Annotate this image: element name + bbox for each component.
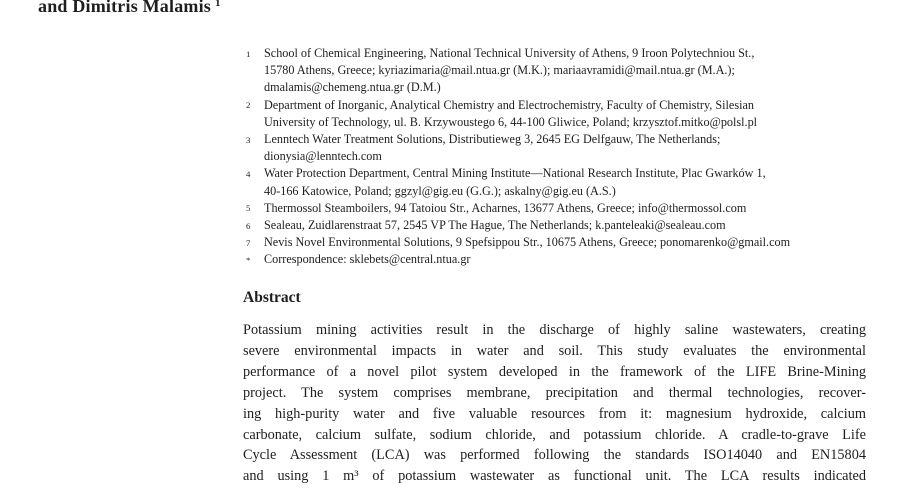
affiliation-entry-correspondence [246, 251, 856, 268]
affiliation-marker: 7 [246, 237, 251, 248]
affiliation-line: Nevis Novel Environmental Solutions, 9 Spefsippou Str., 10675 Athens, Greece; ponomarenko@gmail.com [264, 235, 791, 250]
affiliation-line: University of Technology, ul. B. Krzywoustego 6, 44-100 Gliwice, Poland; krzysztof.mitko@polsl.pl [264, 114, 758, 129]
affiliation-marker: 6 [246, 220, 251, 231]
affiliation-line: Thermossol Steamboilers, 94 Tatoiou Str., Acharnes, 13677 Athens, Greece; info@thermossol.com [264, 200, 747, 215]
affiliation-line: School of Chemical Engineering, National Technical University of Athens, 9 Iroon Polytechniou St., [264, 46, 755, 60]
affiliation-marker: 2 [246, 100, 251, 111]
affiliation-entry-3 [246, 131, 856, 165]
affiliation-line: dmalamis@chemeng.ntua.gr (D.M.) [264, 80, 441, 95]
affiliation-entry-5 [246, 200, 856, 217]
abstract-line: performance of a novel pilot system developed in the framework of the LIFE Brine-Mining [243, 363, 866, 380]
abstract-line: severe environmental impacts in water and soil. This study evaluates the environmental [243, 342, 866, 359]
affiliation-marker: 3 [246, 134, 251, 145]
affiliation-marker: 5 [246, 203, 251, 214]
abstract-line: carbonate, calcium sulfate, sodium chloride, and potassium chloride. A cradle-to-grave Life [243, 426, 866, 443]
affiliation-line: Department of Inorganic, Analytical Chemistry and Electrochemistry, Faculty of Chemistry, Silesian [264, 97, 754, 112]
affiliation-entry-4 [246, 165, 856, 199]
affiliation-line: 40-166 Katowice, Poland; ggzyl@gig.eu (G.G.); askalny@gig.eu (A.S.) [264, 183, 616, 198]
affiliation-line: Lenntech Water Treatment Solutions, Distributieweg 3, 2645 EG Delfgauw, The Netherlands; [264, 132, 721, 147]
author-affiliation-superscript: 1 [215, 0, 221, 9]
affiliation-line: Sealeau, Zuidlarenstraat 57, 2545 VP The Hague, The Netherlands; k.panteleaki@sealeau.com [264, 218, 726, 233]
abstract-heading: Abstract [243, 289, 301, 306]
correspondence-line: Correspondence: sklebets@central.ntua.gr [264, 252, 471, 267]
author-line [38, 0, 221, 19]
abstract-paragraph [243, 320, 866, 487]
abstract-line: ing high-purity water and five valuable resources from it: magnesium hydroxide, calcium [243, 405, 866, 422]
author-line-text: and Dimitris Malamis [38, 0, 211, 16]
abstract-line: Cycle Assessment (LCA) was performed following the standards ISO14040 and EN15804 [243, 447, 866, 464]
affiliation-line: 15780 Athens, Greece; kyriazimaria@mail.ntua.gr (M.K.); mariaavramidi@mail.ntua.gr (M.A.); [264, 63, 735, 78]
affiliation-entry-1 [246, 45, 856, 97]
affiliations-list [246, 45, 856, 269]
affiliation-line: Water Protection Department, Central Mining Institute—National Research Institute, Plac Gwarków 1, [264, 166, 766, 181]
affiliation-line: dionysia@lenntech.com [264, 149, 382, 164]
correspondence-marker: * [246, 254, 251, 265]
abstract-line: and using 1 m³ of potassium wastewater as functional unit. The LCA results indicated [243, 468, 866, 485]
affiliation-entry-6 [246, 217, 856, 234]
affiliation-marker: 1 [246, 48, 251, 59]
affiliation-entry-7 [246, 234, 856, 251]
abstract-line: project. The system comprises membrane, precipitation and thermal technologies, recover- [243, 384, 866, 401]
abstract-line: Potassium mining activities result in the discharge of highly saline wastewaters, creating [243, 322, 866, 338]
affiliation-entry-2 [246, 97, 856, 131]
affiliation-marker: 4 [246, 168, 251, 179]
